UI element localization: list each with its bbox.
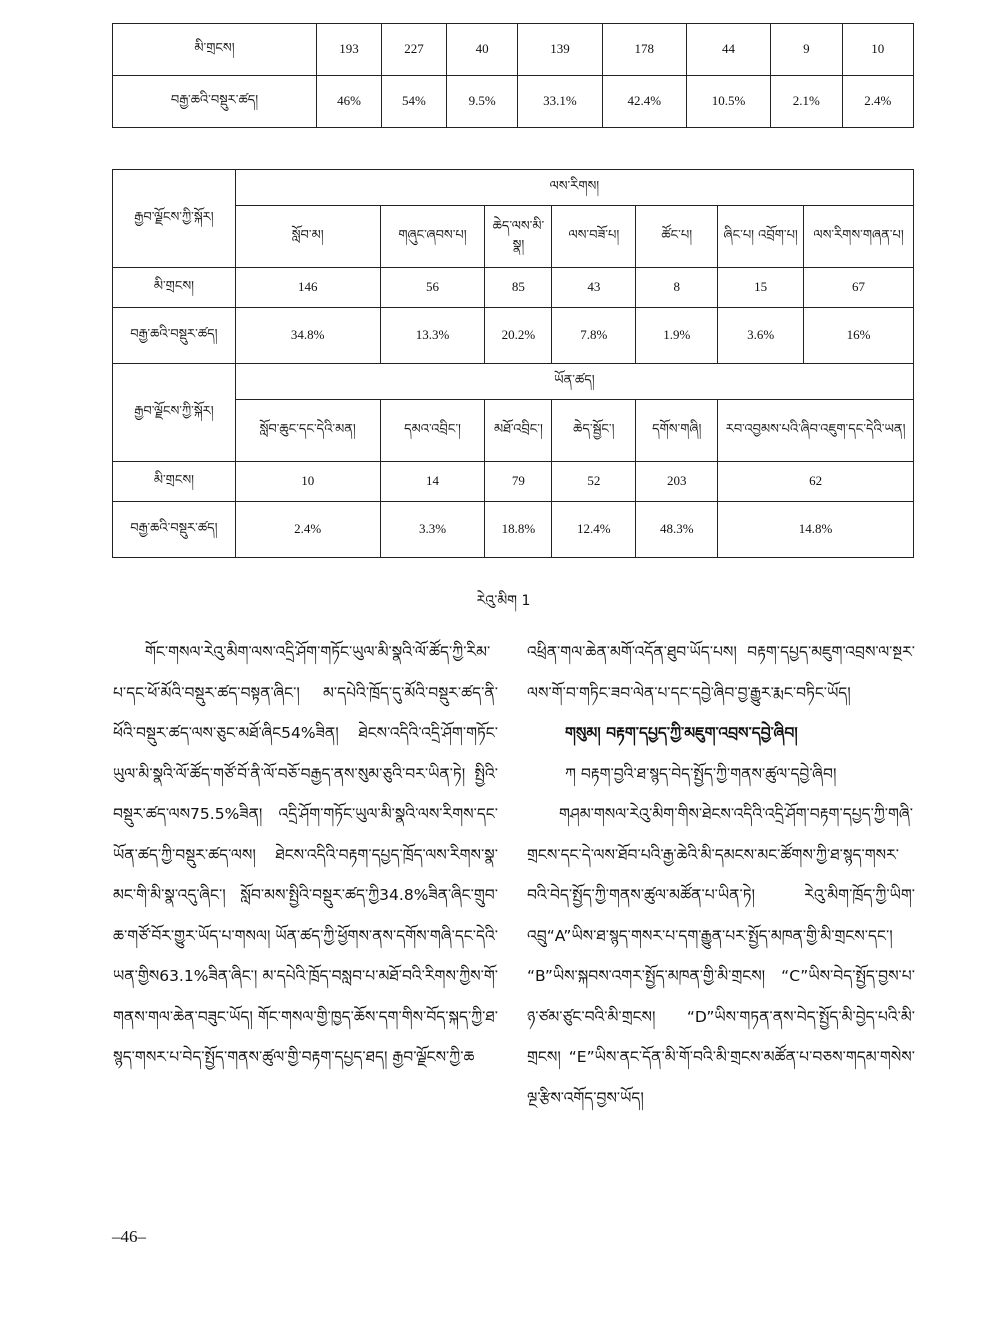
table-top-summary: [112, 23, 914, 128]
body-paragraph: གོང་གསལ་རེའུ་མིག་ལས་འདྲི་ཤོག་གཏོང་ཡུལ་མི་སྣའི་ལོ་ཚོད་ཀྱི་རིམ་པ་དང་ཕོ་མོའི་བསྡུར་ཚད་བསྟན་ཞིང་། མ་དཔེའི་ཁྲོད་དུ་མོའི་བསྡུར་ཚད་ནི་ཕོའི་བསྡུར་ཚད་ལས་ཅུང་མཐོ་ཞིང54%ཟིན། ཐེངས་འདིའི་འདྲི་ཤོག་གཏོང་ཡུལ་མི་སྣའི་ལོ་ཚོད་གཙོ་བོ་ནི་ལོ་བཅོ་བརྒྱད་ནས་སུམ་ཅུའི་བར་ཡིན་ཏེ། སྤྱིའི་བསྡུར་ཚད་ལས75.5%ཟིན། འདྲི་ཤོག་གཏོང་ཡུལ་མི་སྣའི་ལས་རིགས་དང་ཡོན་ཚད་ཀྱི་བསྡུར་ཚད་ལས། ཐེངས་འདིའི་བརྟག་དཔྱད་ཁྲོད་ལས་རིགས་སྣ་མང་གི་མི་སྣ་འདུ་ཞིང་། སློབ་མས་སྤྱིའི་བསྡུར་ཚད་ཀྱི34.8%ཟིན་ཞིང་གྲུབ་ཆ་གཙོ་བོར་གྱུར་ཡོད་པ་གསལ། ཡོན་ཚད་ཀྱི་ཕྱོགས་ནས་དགོས་གཞི་དང་དེའི་ཡན་གྱིས63.1%ཟིན་ཞིང་། མ་དཔེའི་ཁྲོད་བསླབ་པ་མཐོ་བའི་རིགས་ཀྱིས་གོ་གནས་གལ་ཆེན་བཟུང་ཡོད། གོང་གསལ་གྱི་ཁྱད་ཆོས་དག་གིས་བོད་སྐད་ཀྱི་ཐ་སྙད་གསར་པ་བེད་སྤྱོད་གནས་ཚུལ་གྱི་བརྟག་དཔྱད་ཐད། རྒྱབ་ལྗོངས་ཀྱི་ཆ: [113, 643, 499, 1066]
table-cell: 79: [485, 462, 552, 502]
table-cell: 2.1%: [771, 76, 842, 128]
table-caption: རེའུ་མིག 1: [476, 593, 531, 609]
section1-count-label: མི་གྲངས།: [113, 268, 236, 308]
section-heading: གསུམ། བརྟག་དཔྱད་ཀྱི་མཇུག་འབྲས་དབྱེ་ཞིབ།: [565, 724, 798, 742]
column-header: ལས་རིགས་གཞན་པ།: [804, 206, 914, 268]
table-cell: 15: [718, 268, 804, 308]
left-column: [113, 632, 498, 1078]
right-column: [527, 632, 915, 1118]
column-header: ཚོང་པ།: [636, 206, 718, 268]
table-cell: 34.8%: [235, 308, 380, 364]
table-background: [112, 169, 914, 558]
section2-count-label: མི་གྲངས།: [113, 462, 236, 502]
column-header: རབ་འབྱམས་པའི་ཞིབ་འཇུག་དང་དེའི་ཡན།: [718, 400, 914, 462]
column-header: མཐོ་འབྲིང་།: [485, 400, 552, 462]
column-header: སློབ་མ།: [235, 206, 380, 268]
column-header: སློབ་ཆུང་དང་དེའི་མན།: [235, 400, 380, 462]
table-cell: 1.9%: [636, 308, 718, 364]
table-cell: 8: [636, 268, 718, 308]
table-cell: 20.2%: [485, 308, 552, 364]
table-cell: 2.4%: [235, 502, 380, 558]
section1-group-header: ལས་རིགས།: [235, 170, 913, 206]
table-row: [113, 76, 914, 128]
section2-group-header: ཡོན་ཚད།: [235, 364, 913, 400]
section2-pct-label: བརྒྱ་ཆའི་བསྡུར་ཚད།: [113, 502, 236, 558]
table-cell: 14.8%: [718, 502, 914, 558]
row-label: མི་གྲངས།: [113, 24, 317, 76]
table-cell: 9: [771, 24, 842, 76]
column-header: གཞུང་ཞབས་པ།: [380, 206, 485, 268]
table-cell: 12.4%: [552, 502, 636, 558]
table-cell: 3.6%: [718, 308, 804, 364]
table-cell: 18.8%: [485, 502, 552, 558]
table-cell: 40: [446, 24, 517, 76]
table-cell: 10: [235, 462, 380, 502]
table-cell: 56: [380, 268, 485, 308]
body-paragraph-continued: འཕྲིན་གལ་ཆེན་མགོ་འདོན་ཐུབ་ཡོད་པས། བརྟག་དཔྱད་མཇུག་འབྲས་ལ་སྔར་ལས་གོ་བ་གཏིང་ཟབ་ལེན་པ་དང་དབྱེ་ཞིབ་བྱ་རྒྱུར་རྨང་བཏིང་ཡོད།: [527, 643, 915, 702]
table-cell: 139: [518, 24, 602, 76]
table-cell: 7.8%: [552, 308, 636, 364]
table-cell: 42.4%: [602, 76, 686, 128]
section-subheading: ཀ བརྟག་བྱའི་ཐ་སྙད་བེད་སྤྱོད་ཀྱི་གནས་ཚུལ་དབྱེ་ཞིབ།: [565, 764, 837, 783]
page-number: –46–: [112, 1227, 146, 1246]
body-paragraph: གཤམ་གསལ་རེའུ་མིག་གིས་ཐེངས་འདིའི་འདྲི་ཤོག་བརྟག་དཔྱད་ཀྱི་གཞི་གྲངས་དང་དེ་ལས་ཐོབ་པའི་རྒྱ་ཆེའི་མི་དམངས་མང་ཚོགས་ཀྱི་ཐ་སྙད་གསར་བའི་བེད་སྤྱོད་ཀྱི་གནས་ཚུལ་མཚོན་པ་ཡིན་ཏེ། རེའུ་མིག་ཁྲོད་ཀྱི་ཡིག་འབྲུ“A”ཡིས་ཐ་སྙད་གསར་པ་དག་རྒྱུན་པར་སྤྱོད་མཁན་གྱི་མི་གྲངས་དང་། “B”ཡིས་སྐབས་འགར་སྤྱོད་མཁན་གྱི་མི་གྲངས། “C”ཡིས་བེད་སྤྱོད་བྱས་པ་ཉ་ཙམ་ཙུང་བའི་མི་གྲངས། “D”ཡིས་གཏན་ནས་བེད་སྤྱོད་མི་བྱེད་པའི་མི་གྲངས། “E”ཡིས་ནང་དོན་མི་གོ་བའི་མི་གྲངས་མཚོན་པ་བཅས་གདམ་གསེས་ལྔ་རྩིས་འགོད་བྱས་ཡོད།: [527, 805, 915, 1107]
table-cell: 178: [602, 24, 686, 76]
table-cell: 2.4%: [842, 76, 913, 128]
table-cell: 203: [636, 462, 718, 502]
table-cell: 43: [552, 268, 636, 308]
table-cell: 48.3%: [636, 502, 718, 558]
table-cell: 14: [380, 462, 485, 502]
table-cell: 13.3%: [380, 308, 485, 364]
row-label: བརྒྱ་ཆའི་བསྡུར་ཚད།: [113, 76, 317, 128]
table-row: [113, 24, 914, 76]
table-cell: 3.3%: [380, 502, 485, 558]
table-cell: 85: [485, 268, 552, 308]
table-cell: 67: [804, 268, 914, 308]
column-header: ཆེད་སྦྱོང་།: [552, 400, 636, 462]
table-cell: 10.5%: [686, 76, 770, 128]
column-header: ཆེད་ལས་མི་སྣ།: [485, 206, 552, 268]
table-cell: 193: [317, 24, 382, 76]
table-cell: 33.1%: [518, 76, 602, 128]
table-cell: 46%: [317, 76, 382, 128]
column-header: དམའ་འབྲིང་།: [380, 400, 485, 462]
table-cell: 44: [686, 24, 770, 76]
table-cell: 54%: [381, 76, 446, 128]
table-cell: 227: [381, 24, 446, 76]
section1-pct-label: བརྒྱ་ཆའི་བསྡུར་ཚད།: [113, 308, 236, 364]
column-header: ལས་བཟོ་པ།: [552, 206, 636, 268]
table-cell: 52: [552, 462, 636, 502]
table-cell: 9.5%: [446, 76, 517, 128]
section2-row-label: རྒྱབ་ལྗོངས་ཀྱི་སྐོར།: [113, 364, 236, 462]
column-header: དགོས་གཞི།: [636, 400, 718, 462]
column-header: ཞིང་པ། འབྲོག་པ།: [718, 206, 804, 268]
section1-row-label: རྒྱབ་ལྗོངས་ཀྱི་སྐོར།: [113, 170, 236, 268]
table-cell: 10: [842, 24, 913, 76]
table-cell: 146: [235, 268, 380, 308]
table-cell: 62: [718, 462, 914, 502]
table-cell: 16%: [804, 308, 914, 364]
